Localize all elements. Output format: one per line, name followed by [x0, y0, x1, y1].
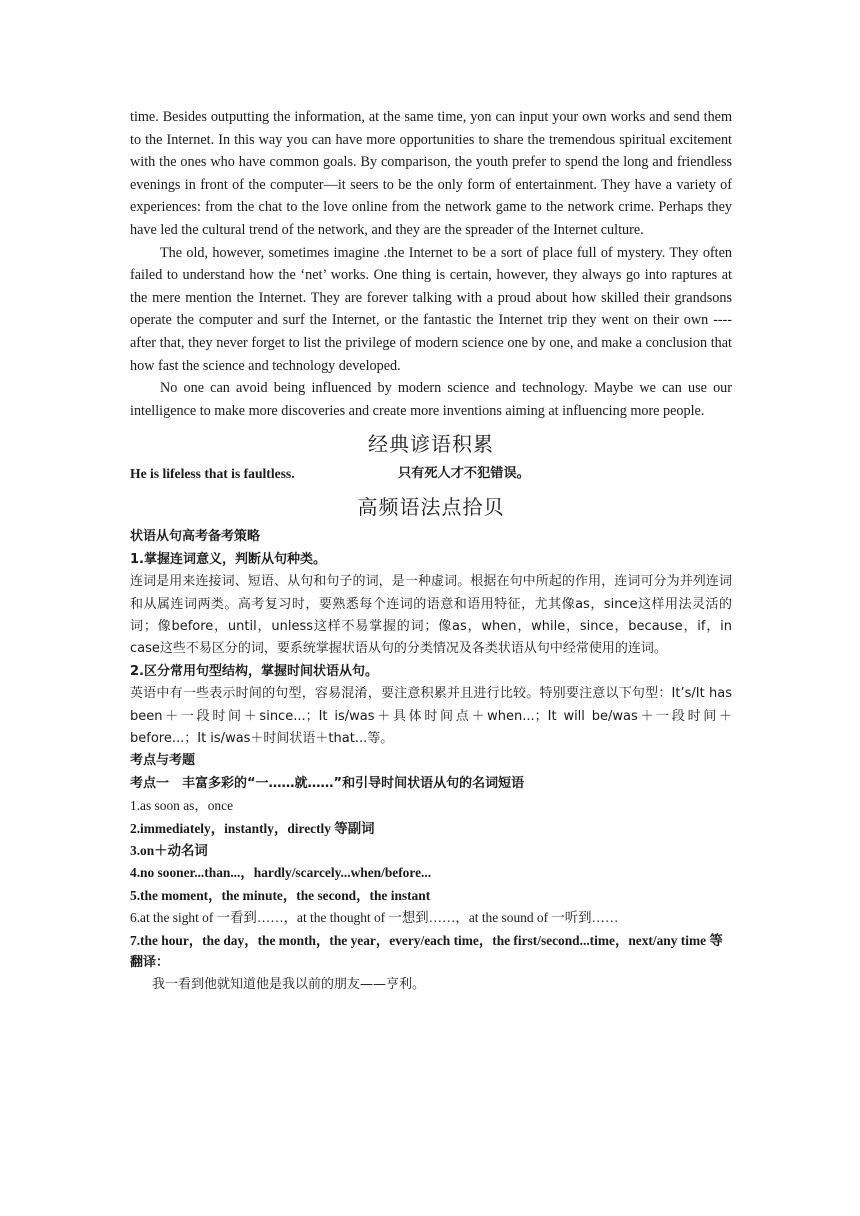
proverb-chinese: 只有死人才不犯错误。 — [398, 466, 530, 482]
essay-paragraph-3: No one can avoid being influenced by modern science and technology. Maybe we can use our intelligence to make more discoveries and create more inventions aiming at influencing more people. — [130, 380, 732, 419]
list-item: 5.the moment，the minute，the second，the instant — [130, 887, 431, 903]
translate-sentence: 我一看到他就知道他是我以前的朋友——亨利。 — [152, 977, 426, 993]
grammar-text-1: 连词是用来连接词、短语、从句和句子的词，是一种虚词。根据在句中所起的作用，连词可分为并列连词和从属连词两类。高考复习时，要熟悉每个连词的语意和语用特征，尤其像as，since这样用法灵活的词；像before，until，unless这样不易掌握的词；像as，when，while，since，because，if，in case这些不易区分的词，要系统掌握状语从句的分类情况及各类状语从句中经常使用的连词。 — [130, 574, 732, 657]
proverb-english: He is lifeless that is faultless. — [130, 466, 295, 482]
list-item: 7.the hour，the day，the month，the year，every/each time，the first/second...time，next/any time 等 — [130, 932, 723, 948]
list-item: 4.no sooner...than...，hardly/scarcely...when/before... — [130, 865, 432, 881]
list-item: 1.as soon as，once — [130, 798, 234, 814]
grammar-heading-1: 1.掌握连词意义，判断从句种类。 — [130, 551, 326, 567]
list-item: 6.at the sight of 一看到……，at the thought of 一想到……，at the sound of 一听到…… — [130, 910, 619, 926]
document-page — [130, 106, 732, 997]
grammar-section-title: 高频语法点拾贝 — [357, 495, 505, 520]
grammar-text-2: 英语中有一些表示时间的句型，容易混淆，要注意积累并且进行比较。特别要注意以下句型：It’s/It has been＋一段时间＋since...；It is/was＋具体时间点＋when...；It will be/was＋一段时间＋before...；It is/was＋时间状语＋that...等。 — [130, 686, 732, 746]
essay-paragraph-2: The old, however, sometimes imagine .the Internet to be a sort of place full of mystery. They often failed to understand how the ‘net’ works. One thing is certain, however, they always go into raptures at the mere mention the Internet. They are forever talking with a proud about how skilled their grandsons operate the computer and surf the Internet, or the fantastic the Internet trip they went on their own ----after that, they never forget to list the privilege of modern science one by one, and make a conclusion that how fast the science and technology developed. — [130, 244, 732, 374]
point1-heading: 考点一 丰富多彩的“一……就……”和引导时间状语从句的名词短语 — [130, 775, 525, 791]
translate-label: 翻译： — [130, 955, 170, 971]
proverb-row — [130, 463, 732, 485]
points-heading: 考点与考题 — [130, 753, 196, 769]
list-item: 2.immediately，instantly，directly 等副词 — [130, 820, 375, 836]
grammar-subtitle: 状语从句高考备考策略 — [130, 529, 261, 545]
list-item: 3.on＋动名词 — [130, 843, 208, 858]
grammar-heading-2: 2.区分常用句型结构，掌握时间状语从句。 — [130, 663, 378, 679]
essay-paragraph-1: time. Besides outputting the information, at the same time, yon can input your own works and send them to the Internet. In this way you can have more opportunities to share the tremendous spiritual excitement with the ones who have common goals. By comparison, the youth prefer to spend the long and friendless evenings in front of the computer—it seers to be the only form of entertainment. They have a variety of experiences: from the chat to the love online from the network game to the network crime. Perhaps they have led the cultural trend of the network, and they are the spreader of the Internet culture. — [130, 109, 732, 238]
proverbs-section-title: 经典谚语积累 — [368, 432, 494, 457]
